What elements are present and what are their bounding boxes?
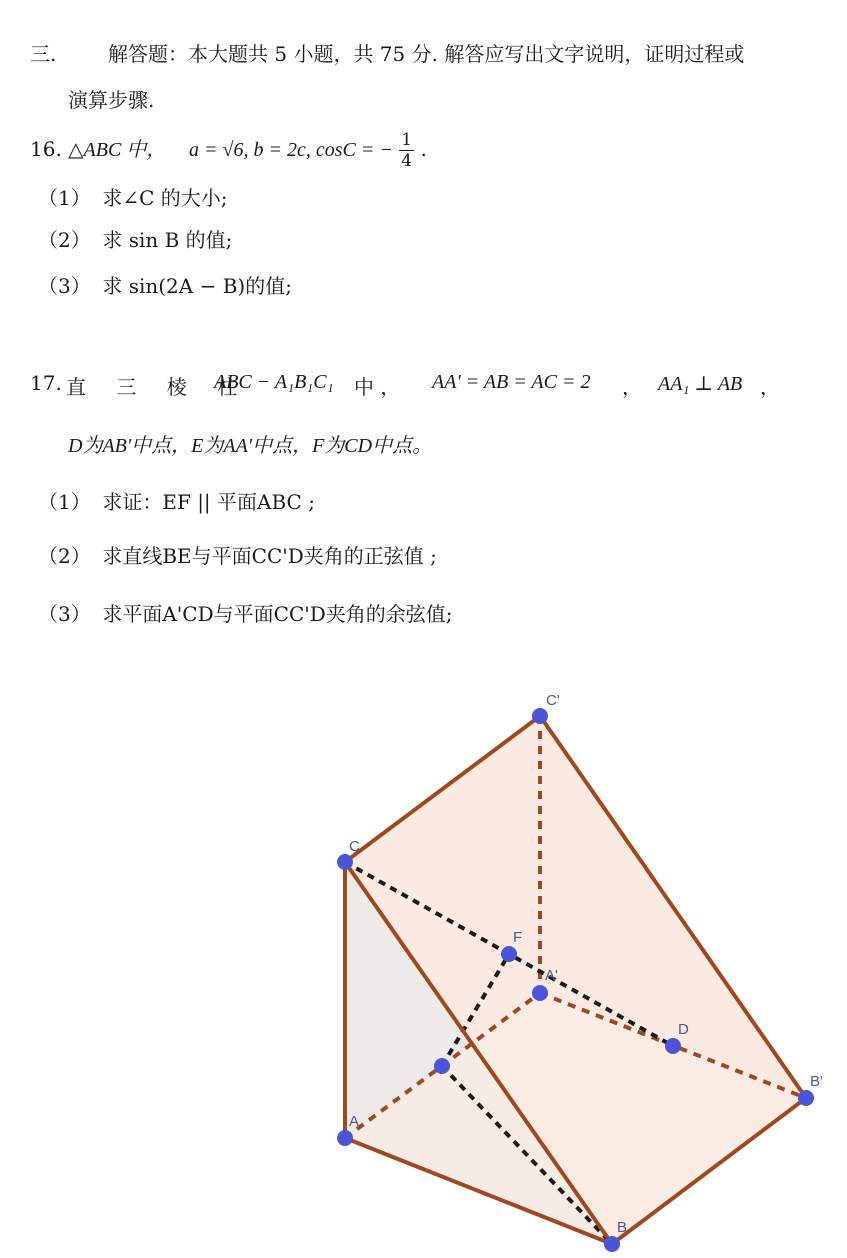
q16-number: 16. — [30, 137, 62, 161]
q16-part-2-text: 求 sin B 的值; — [102, 228, 233, 252]
q17-condition-1: AA' = AB = AC = 2 — [432, 371, 591, 393]
point-a1 — [532, 985, 548, 1001]
q16-fraction-denominator: 4 — [401, 151, 413, 171]
label-b1: B' — [810, 1073, 823, 1090]
label-a: A — [349, 1113, 360, 1130]
label-f: F — [513, 929, 523, 946]
q17-comma: ， — [622, 375, 642, 399]
point-c1 — [532, 708, 548, 724]
label-c1: C' — [546, 692, 560, 709]
label-b: B — [617, 1219, 628, 1236]
q17-intro: 直 三 棱 柱 — [66, 375, 250, 399]
q16-triangle: △ABC 中， — [68, 139, 167, 161]
q16-end: . — [420, 137, 427, 161]
q16-part-2-number: （2） — [38, 228, 91, 252]
point-b1 — [798, 1090, 814, 1106]
q17-comma-2: ， — [760, 375, 780, 399]
point-b — [604, 1236, 620, 1252]
q16-fraction-numerator: 1 — [401, 130, 413, 150]
q17-part-3-number: （3） — [38, 602, 91, 626]
q17-line-2: D为AB'中点，E为AA'中点，F为CD中点。 — [68, 435, 433, 457]
section-heading-cont: 演算步骤. — [68, 88, 155, 112]
q17-zhong: 中 ， — [354, 375, 401, 399]
label-d: D — [678, 1021, 689, 1038]
q16-part-1-text: 求∠C 的大小; — [102, 186, 228, 210]
q17-prism: ABC − A₁B₁C₁ — [214, 371, 334, 393]
q16-part-3-text: 求 sin(2A − B)的值; — [102, 274, 292, 298]
q16-condition: a = √6, b = 2c, cosC = − — [189, 139, 393, 161]
label-c: C — [349, 838, 360, 855]
q17-part-2-text: 求直线BE与平面CC'D夹角的正弦值 ; — [102, 544, 437, 568]
section-number: 三. — [30, 42, 57, 66]
point-e — [434, 1058, 450, 1074]
q16-part-3-number: （3） — [38, 274, 91, 298]
q17-part-2-number: （2） — [38, 544, 91, 568]
point-c — [337, 854, 353, 870]
point-f — [501, 946, 517, 962]
point-a — [337, 1130, 353, 1146]
q17-part-1-text: 求证：EF || 平面ABC ; — [102, 490, 315, 514]
point-d — [665, 1038, 681, 1054]
q16-part-1-number: （1） — [38, 186, 91, 210]
section-heading: 解答题：本大题共 5 小题，共 75 分. 解答应写出文字说明，证明过程或 — [108, 42, 745, 66]
q17-number: 17. — [30, 371, 62, 395]
q17-part-1-number: （1） — [38, 490, 91, 514]
label-a1: A' — [545, 967, 558, 984]
q17-condition-2: AA₁ ⊥ AB — [658, 373, 743, 395]
q17-part-3-text: 求平面A'CD与平面CC'D夹角的余弦值; — [102, 602, 453, 626]
